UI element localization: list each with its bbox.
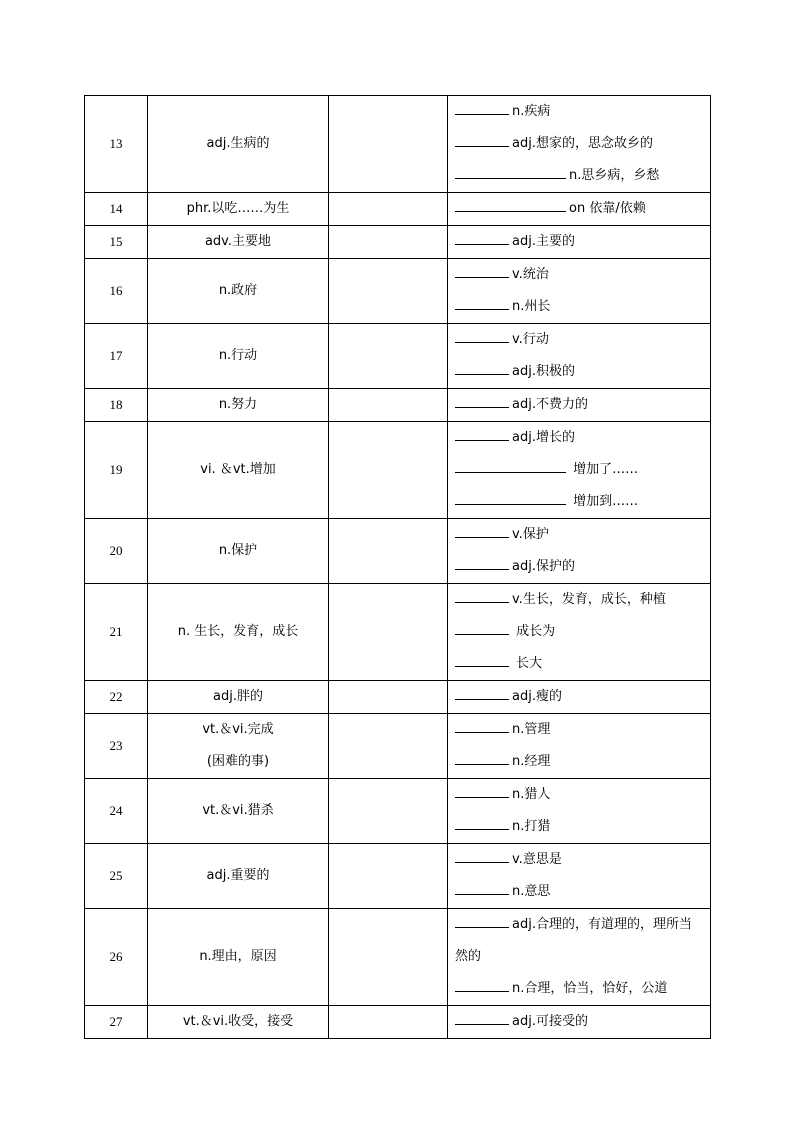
derivative-text: adj.不费力的: [512, 397, 588, 412]
derivatives-cell: [448, 324, 711, 389]
fill-in-blank[interactable]: [455, 297, 509, 310]
table-row: [85, 193, 711, 226]
row-number: 18: [85, 389, 148, 422]
answer-blank-cell[interactable]: [329, 259, 448, 324]
answer-blank-cell[interactable]: [329, 1006, 448, 1039]
table-row: [85, 422, 711, 519]
derivative-text: adj.想家的，思念故乡的: [512, 136, 653, 151]
word-meaning-cell: [148, 519, 329, 584]
derivative-line: [455, 486, 704, 518]
row-number: 25: [85, 844, 148, 909]
derivative-line: [455, 291, 704, 323]
word-meaning: vt.＆vi.完成: [202, 722, 274, 737]
derivative-text: n.合理，恰当，恰好，公道: [512, 981, 668, 996]
derivatives-cell: [448, 779, 711, 844]
derivative-line: [455, 356, 704, 388]
fill-in-blank[interactable]: [455, 102, 509, 115]
word-meaning-cell: [148, 324, 329, 389]
word-meaning: phr.以吃……为生: [186, 201, 290, 216]
derivative-text: n.打猎: [512, 819, 551, 834]
derivative-text: adj.主要的: [512, 234, 575, 249]
word-meaning: n.努力: [218, 397, 258, 412]
table-row: [85, 226, 711, 259]
answer-blank-cell[interactable]: [329, 714, 448, 779]
answer-blank-cell[interactable]: [329, 96, 448, 193]
derivative-text: adj.瘦的: [512, 689, 562, 704]
derivatives-cell: [448, 909, 711, 1006]
derivative-line: [455, 128, 704, 160]
derivative-line: [455, 779, 704, 811]
derivative-line: [455, 714, 704, 746]
derivatives-cell: [448, 96, 711, 193]
derivative-text: adj.合理的，有道理的，理所当然的: [455, 917, 692, 964]
table-row: [85, 259, 711, 324]
word-meaning-cell: [148, 422, 329, 519]
fill-in-blank[interactable]: [455, 557, 509, 570]
answer-blank-cell[interactable]: [329, 389, 448, 422]
fill-in-blank[interactable]: [455, 428, 509, 441]
fill-in-blank[interactable]: [455, 134, 509, 147]
word-meaning-cell: [148, 226, 329, 259]
fill-in-blank[interactable]: [455, 720, 509, 733]
derivative-text: 增加到……: [569, 494, 639, 509]
vocabulary-table: [84, 95, 711, 1039]
fill-in-blank[interactable]: [455, 1012, 509, 1025]
row-number: 14: [85, 193, 148, 226]
answer-blank-cell[interactable]: [329, 681, 448, 714]
derivatives-cell: [448, 193, 711, 226]
derivative-text: 成长为: [512, 624, 556, 639]
answer-blank-cell[interactable]: [329, 519, 448, 584]
fill-in-blank[interactable]: [455, 882, 509, 895]
fill-in-blank[interactable]: [455, 395, 509, 408]
fill-in-blank[interactable]: [455, 525, 509, 538]
word-meaning-cell: [148, 193, 329, 226]
row-number: 24: [85, 779, 148, 844]
derivative-line: [455, 519, 704, 551]
row-number: 21: [85, 584, 148, 681]
word-meaning: n.理由，原因: [199, 949, 277, 964]
row-number: 15: [85, 226, 148, 259]
fill-in-blank[interactable]: [455, 460, 566, 473]
word-meaning-cell: [148, 1006, 329, 1039]
table-row: [85, 584, 711, 681]
fill-in-blank[interactable]: [455, 492, 566, 505]
table-row: [85, 909, 711, 1006]
word-meaning: n.保护: [218, 543, 258, 558]
word-meaning: n. 生长，发育，成长: [177, 624, 299, 639]
derivative-text: v.生长，发育，成长，种植: [512, 592, 666, 607]
fill-in-blank[interactable]: [455, 622, 509, 635]
answer-blank-cell[interactable]: [329, 226, 448, 259]
word-meaning: (困难的事): [206, 754, 270, 769]
derivative-line: [455, 324, 704, 356]
derivatives-cell: [448, 226, 711, 259]
fill-in-blank[interactable]: [455, 590, 509, 603]
answer-blank-cell[interactable]: [329, 844, 448, 909]
derivative-text: n.管理: [512, 722, 551, 737]
derivative-line: [455, 584, 704, 616]
fill-in-blank[interactable]: [455, 979, 509, 992]
fill-in-blank[interactable]: [455, 850, 509, 863]
derivatives-cell: [448, 584, 711, 681]
fill-in-blank[interactable]: [455, 232, 509, 245]
word-meaning: adv.主要地: [204, 234, 272, 249]
derivative-line: [455, 96, 704, 128]
word-meaning-cell: [148, 681, 329, 714]
derivatives-cell: [448, 389, 711, 422]
derivative-line: [455, 259, 704, 291]
derivative-text: n.思乡病，乡愁: [569, 168, 660, 183]
answer-blank-cell[interactable]: [329, 422, 448, 519]
derivative-line: [455, 681, 704, 713]
derivative-line: [455, 648, 704, 680]
row-number: 27: [85, 1006, 148, 1039]
derivatives-cell: [448, 1006, 711, 1039]
row-number: 20: [85, 519, 148, 584]
row-number: 23: [85, 714, 148, 779]
answer-blank-cell[interactable]: [329, 193, 448, 226]
derivative-text: 长大: [512, 656, 543, 671]
table-row: [85, 519, 711, 584]
fill-in-blank[interactable]: [455, 362, 509, 375]
derivative-text: n.疾病: [512, 104, 551, 119]
table-row: [85, 389, 711, 422]
derivative-line: [455, 909, 704, 973]
answer-blank-cell[interactable]: [329, 909, 448, 1006]
word-meaning-cell: [148, 844, 329, 909]
word-meaning: vt.＆vi.猎杀: [202, 803, 274, 818]
derivative-line: [455, 160, 704, 192]
row-number: 22: [85, 681, 148, 714]
derivative-text: n.意思: [512, 884, 551, 899]
derivative-text: v.意思是: [512, 852, 562, 867]
fill-in-blank[interactable]: [455, 785, 509, 798]
fill-in-blank[interactable]: [455, 654, 509, 667]
table-row: [85, 681, 711, 714]
word-meaning: vt.＆vi.收受，接受: [182, 1014, 294, 1029]
derivatives-cell: [448, 844, 711, 909]
derivative-line: [455, 551, 704, 583]
derivative-line: [455, 973, 704, 1005]
derivative-line: [455, 226, 704, 258]
row-number: 17: [85, 324, 148, 389]
derivative-line: [455, 746, 704, 778]
derivative-text: v.行动: [512, 332, 549, 347]
derivative-text: on 依靠/依赖: [569, 201, 646, 216]
derivative-text: adj.可接受的: [512, 1014, 588, 1029]
word-meaning: adj.重要的: [206, 868, 270, 883]
derivative-line: [455, 616, 704, 648]
fill-in-blank[interactable]: [455, 330, 509, 343]
derivatives-cell: [448, 259, 711, 324]
derivative-line: [455, 1006, 704, 1038]
word-meaning-cell: [148, 259, 329, 324]
derivative-text: v.保护: [512, 527, 549, 542]
derivative-line: [455, 844, 704, 876]
word-meaning-cell: [148, 714, 329, 779]
fill-in-blank[interactable]: [455, 166, 566, 179]
answer-blank-cell[interactable]: [329, 779, 448, 844]
derivative-text: 增加了……: [569, 462, 639, 477]
table-row: [85, 324, 711, 389]
derivatives-cell: [448, 681, 711, 714]
fill-in-blank[interactable]: [455, 199, 566, 212]
table-row: [85, 96, 711, 193]
derivatives-cell: [448, 519, 711, 584]
table-row: [85, 779, 711, 844]
answer-blank-cell[interactable]: [329, 324, 448, 389]
derivative-text: adj.增长的: [512, 430, 575, 445]
word-meaning-cell: [148, 584, 329, 681]
row-number: 26: [85, 909, 148, 1006]
fill-in-blank[interactable]: [455, 687, 509, 700]
derivative-line: [455, 389, 704, 421]
table-row: [85, 844, 711, 909]
derivatives-cell: [448, 714, 711, 779]
answer-blank-cell[interactable]: [329, 584, 448, 681]
derivative-line: [455, 454, 704, 486]
word-meaning-cell: [148, 96, 329, 193]
word-meaning-cell: [148, 779, 329, 844]
word-meaning: adj.胖的: [213, 689, 263, 704]
word-meaning: n.政府: [218, 283, 258, 298]
fill-in-blank[interactable]: [455, 915, 509, 928]
fill-in-blank[interactable]: [455, 817, 509, 830]
row-number: 13: [85, 96, 148, 193]
derivative-line: [455, 811, 704, 843]
word-meaning-cell: [148, 389, 329, 422]
derivative-line: [455, 876, 704, 908]
derivative-text: n.经理: [512, 754, 551, 769]
derivative-text: adj.保护的: [512, 559, 575, 574]
table-row: [85, 714, 711, 779]
word-meaning: vi. ＆vt.增加: [200, 462, 276, 477]
derivative-line: [455, 422, 704, 454]
word-meaning: adj.生病的: [206, 136, 270, 151]
row-number: 19: [85, 422, 148, 519]
vocabulary-table-body: [85, 96, 711, 1039]
derivative-text: n.猎人: [512, 787, 551, 802]
derivatives-cell: [448, 422, 711, 519]
derivative-line: [455, 193, 704, 225]
row-number: 16: [85, 259, 148, 324]
table-row: [85, 1006, 711, 1039]
fill-in-blank[interactable]: [455, 752, 509, 765]
derivative-text: n.州长: [512, 299, 551, 314]
fill-in-blank[interactable]: [455, 265, 509, 278]
derivative-text: adj.积极的: [512, 364, 575, 379]
word-meaning-cell: [148, 909, 329, 1006]
derivative-text: v.统治: [512, 267, 549, 282]
word-meaning: n.行动: [218, 348, 258, 363]
